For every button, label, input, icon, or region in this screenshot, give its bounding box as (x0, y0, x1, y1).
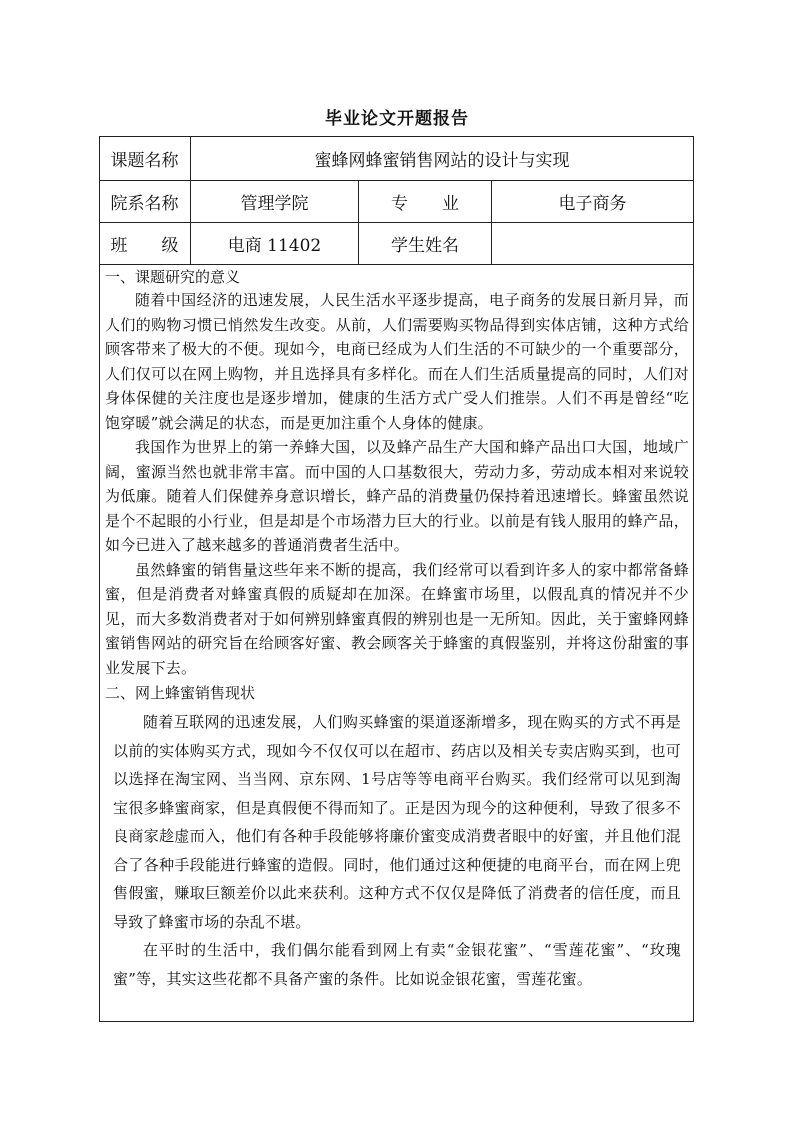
paragraph: 在平时的生活中，我们偶尔能看到网上有卖“金银花蜜”、“雪莲花蜜”、“玫瑰蜜”等，其实这些花都不具备产蜜的条件。比如说金银花蜜，雪莲花蜜。 (113, 941, 681, 988)
paragraph: 随着中国经济的迅速发展，人民生活水平逐步提高，电子商务的发展日新月异，而人们的购物习惯已悄然发生改变。从前，人们需要购买物品得到实体店铺，这种方式给顾客带来了极大的不便。现如今，电商已经成为人们生活的不可缺少的一个重要部分，人们仅可以在网上购物，并且选择具有多样化。而在人们生活质量提高的同时，人们对身体保健的关注度也是逐步增加，健康的生活方式广受人们推崇。人们不再是曾经“吃饱穿暖”就会满足的状态，而是更加注重个人身体的健康。 (105, 291, 689, 432)
department-value: 管理学院 (240, 194, 309, 214)
department-label: 院系名称 (110, 194, 179, 214)
section-heading: 二、网上蜂蜜销售现状 (105, 684, 256, 702)
class-label: 班 级 (110, 236, 179, 256)
section-heading: 一、课题研究的意义 (105, 268, 241, 286)
paragraph: 我国作为世界上的第一养蜂大国，以及蜂产品生产大国和蜂产品出口大国，地域广阔，蜜源当然也就非常丰富。而中国的人口基数很大，劳动力多，劳动成本相对来说较为低廉。随着人们保健养身意识增长，蜂产品的消费量仍保持着迅速增长。蜂蜜虽然说是个不起眼的小行业，但是却是个市场潜力巨大的行业。以前是有钱人服用的蜂产品，如今已进入了越来越多的普通消费者生活中。 (105, 438, 689, 554)
student-name-value (492, 223, 693, 264)
topic-label: 课题名称 (110, 151, 179, 171)
topic-value: 蜜蜂网蜂蜜销售网站的设计与实现 (314, 151, 570, 171)
class-value: 电商 11402 (227, 236, 322, 256)
student-name-label: 学生姓名 (391, 236, 459, 256)
report-body (105, 266, 689, 993)
major-label: 专 业 (391, 194, 459, 214)
major-value: 电子商务 (558, 194, 627, 214)
paragraph: 虽然蜂蜜的销售量这些年来不断的提高，我们经常可以看到许多人的家中都常备蜂蜜，但是消费者对蜂蜜真假的质疑却在加深。在蜂蜜市场里，以假乱真的情况并不少见，而大多数消费者对于如何辨别蜂蜜真假的辨别也是一无所知。因此，关于蜜蜂网蜂蜜销售网站的研究旨在给顾客好蜜、教会顾客关于蜂蜜的真假鉴别，并将这份甜蜜的事业发展下去。 (105, 560, 689, 677)
paragraph: 随着互联网的迅速发展，人们购买蜂蜜的渠道逐渐增多，现在购买的方式不再是以前的实体购买方式，现如今不仅仅可以在超市、药店以及相关专卖店购买到，也可以选择在淘宝网、当当网、京东网、1号店等等电商平台购买。我们经常可以见到淘宝很多蜂蜜商家，但是真假便不得而知了。正是因为现今的这种便利，导致了很多不良商家趁虚而入，他们有各种手段能够将廉价蜜变成消费者眼中的好蜜，并且他们混合了各种手段能进行蜂蜜的造假。同时，他们通过这种便捷的电商平台，而在网上兜售假蜜，赚取巨额差价以此来获利。这种方式不仅仅是降低了消费者的信任度，而且导致了蜂蜜市场的杂乱不堪。 (113, 713, 681, 931)
document-title: 毕业论文开题报告 (325, 109, 469, 129)
row-divider (99, 264, 694, 265)
